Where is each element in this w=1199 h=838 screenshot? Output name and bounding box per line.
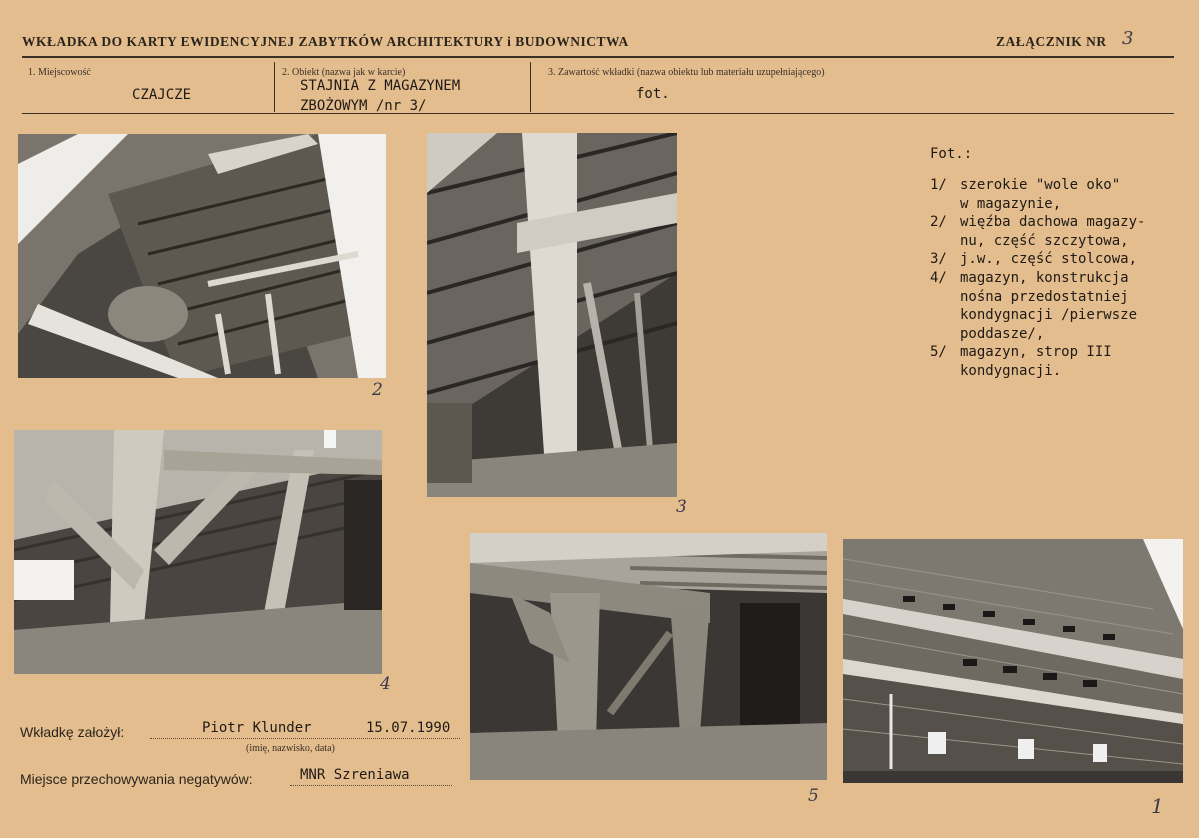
fields-bottom-rule [22,113,1174,114]
locality-label: 1. Miejscowość [28,67,91,78]
photo-number-3: 3 [676,497,687,517]
caption-3: 3/ j.w., część stolcowa, [930,251,1138,268]
object-label: 2. Obiekt (nazwa jak w karcie) [282,67,406,78]
caption-1: 1/ szerokie "wole oko" w magazynie, [930,177,1121,212]
photo-first-attic-structure [14,430,382,674]
founded-hint: (imię, nazwisko, data) [246,743,335,754]
caption-4: 4/ magazyn, konstrukcja nośna przedostatniej kondygnacji /pierwsze poddasze/, [930,269,1138,342]
photo-number-4: 4 [380,674,391,694]
captions-list [930,176,1145,381]
photo-roof-truss-post [427,133,677,497]
annex-number: 3 [1122,28,1134,49]
object-value-line2: ZBOŻOWYM /nr 3/ [300,98,427,114]
storage-value: MNR Szreniawa [300,767,410,783]
field-divider-2 [530,62,531,112]
locality-value: CZAJCZE [132,87,192,103]
contents-value: fot. [636,86,670,102]
photo-number-2: 2 [372,380,383,400]
founded-name: Piotr Klunder [202,720,312,736]
captions-heading: Fot.: [930,146,973,162]
photo-exterior-eyebrow-window [843,539,1183,783]
field-divider-1 [274,62,275,112]
storage-label: Miejsce przechowywania negatywów: [20,771,253,787]
photo-warehouse-ceiling [470,533,827,780]
founded-date: 15.07.1990 [366,720,451,736]
annex-label: ZAŁĄCZNIK NR [996,34,1107,49]
photo-roof-truss-gable [18,134,386,378]
photo-number-5: 5 [808,786,819,806]
object-value-line1: STAJNIA Z MAGAZYNEM [300,78,461,94]
card-title: WKŁADKA DO KARTY EWIDENCYJNEJ ZABYTKÓW ARCHITEKTURY i BUDOWNICTWA [22,34,629,49]
contents-label: 3. Zawartość wkładki (nazwa obiektu lub materiału uzupełniającego) [548,67,825,78]
caption-2: 2/ więźba dachowa magazy- nu, część szczytowa, [930,214,1146,249]
founded-label: Wkładkę założył: [20,724,125,740]
photo-number-1: 1 [1151,794,1164,818]
caption-5: 5/ magazyn, strop III kondygnacji. [930,344,1112,379]
header-rule [22,56,1174,58]
